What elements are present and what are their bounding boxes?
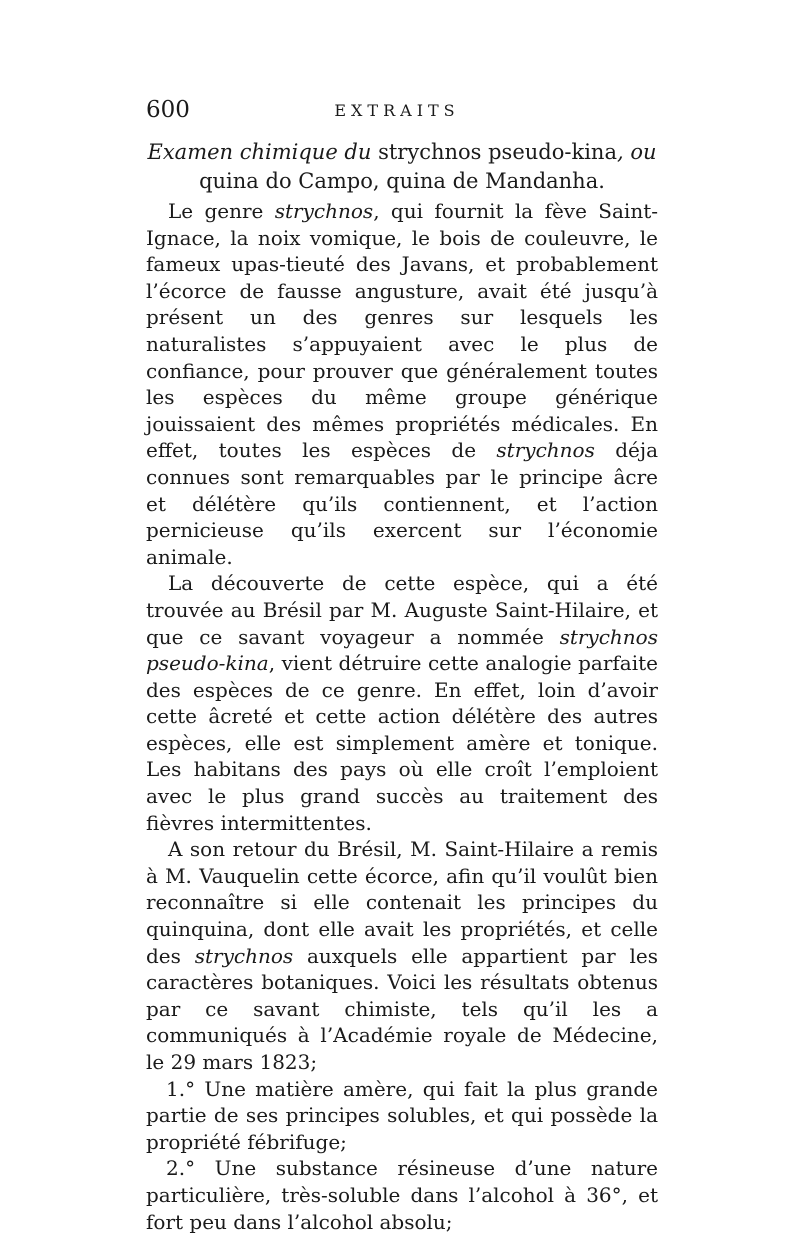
paragraph-1-text-b: , qui fournit la fève Saint-Ignace, la noix vomique, le bois de couleuvre, le fameux upas-tieuté des Javans, et probablement l’écorce de fausse angusture, avait été jusqu’à présent un des genres sur lesquels les naturalistes s’appuyaient avec le plus de confiance, pour prouver que généralement toutes les espèces du même groupe générique jouissaient des mêmes propriétés médicales. En effet, toutes les espèces de — [146, 199, 658, 463]
paragraph-1-term: strychnos — [274, 199, 374, 223]
paragraph-3-text-a: A son retour du Brésil, M. Saint-Hilaire a remis à M. Vauquelin cette écorce, afin qu’il voulût bien reconnaître si elle contenait les principes du quinquina, dont elle avait les propriétés, et celle des — [146, 837, 658, 968]
title-prefix: Examen chimique du — [147, 140, 372, 164]
paragraph-3-term: strychnos — [194, 943, 294, 968]
running-head: EXTRAITS — [334, 101, 460, 120]
page-number: 600 — [146, 97, 190, 123]
paragraph-1-text-c: déja connues sont remarquables par le principe âcre et délétère qu’ils contiennent, et l’action pernicieuse qu’ils exercent sur l’économie animale. — [146, 438, 658, 569]
paragraph-1-text-a: Le genre — [168, 199, 264, 223]
paragraph-3 — [146, 836, 658, 1075]
title-name: strychnos pseudo-kina — [378, 140, 617, 164]
paragraph-2-term: strychnos pseudo-kina — [146, 624, 658, 676]
paragraph-2-text-b: , vient détruire cette analogie parfaite des espèces de ce genre. En effet, loin d’avoir cette âcreté et cette action délétère des autres espèces, elle est simplement amère et tonique. Les habitans des pays où elle croît l’emploient avec le plus grand succès au traitement des fièvres intermittentes. — [146, 651, 658, 835]
page-header — [146, 97, 658, 121]
paragraph-2 — [146, 570, 658, 836]
list-item-2: 2.° Une substance résineuse d’une nature particulière, très-soluble dans l’alcohol à 36°, et fort peu dans l’alcohol absolu; — [146, 1156, 658, 1234]
title-rest: quina do Campo, quina de Mandanha. — [199, 169, 605, 193]
paragraph-3-text-b: auxquels elle appartient par les caractères botaniques. Voici les résultats obtenus par ce savant chimiste, tels qu’il les a communiqués à l’Académie royale de Médecine, le 29 mars 1823; — [146, 943, 658, 1074]
paragraph-1 — [146, 198, 658, 570]
paragraph-1-term-2: strychnos — [496, 438, 595, 463]
article-title — [146, 138, 658, 196]
paragraph-2-text-a: La découverte de cette espèce, qui a été trouvée au Brésil par M. Auguste Saint-Hilaire, et que ce savant voyageur a nommée — [146, 571, 658, 649]
title-separator: , ou — [616, 140, 657, 164]
list-item-1: 1.° Une matière amère, qui fait la plus grande partie de ses principes solubles, et qui possède la propriété fébrifuge; — [146, 1076, 658, 1154]
article-body — [146, 198, 658, 1235]
